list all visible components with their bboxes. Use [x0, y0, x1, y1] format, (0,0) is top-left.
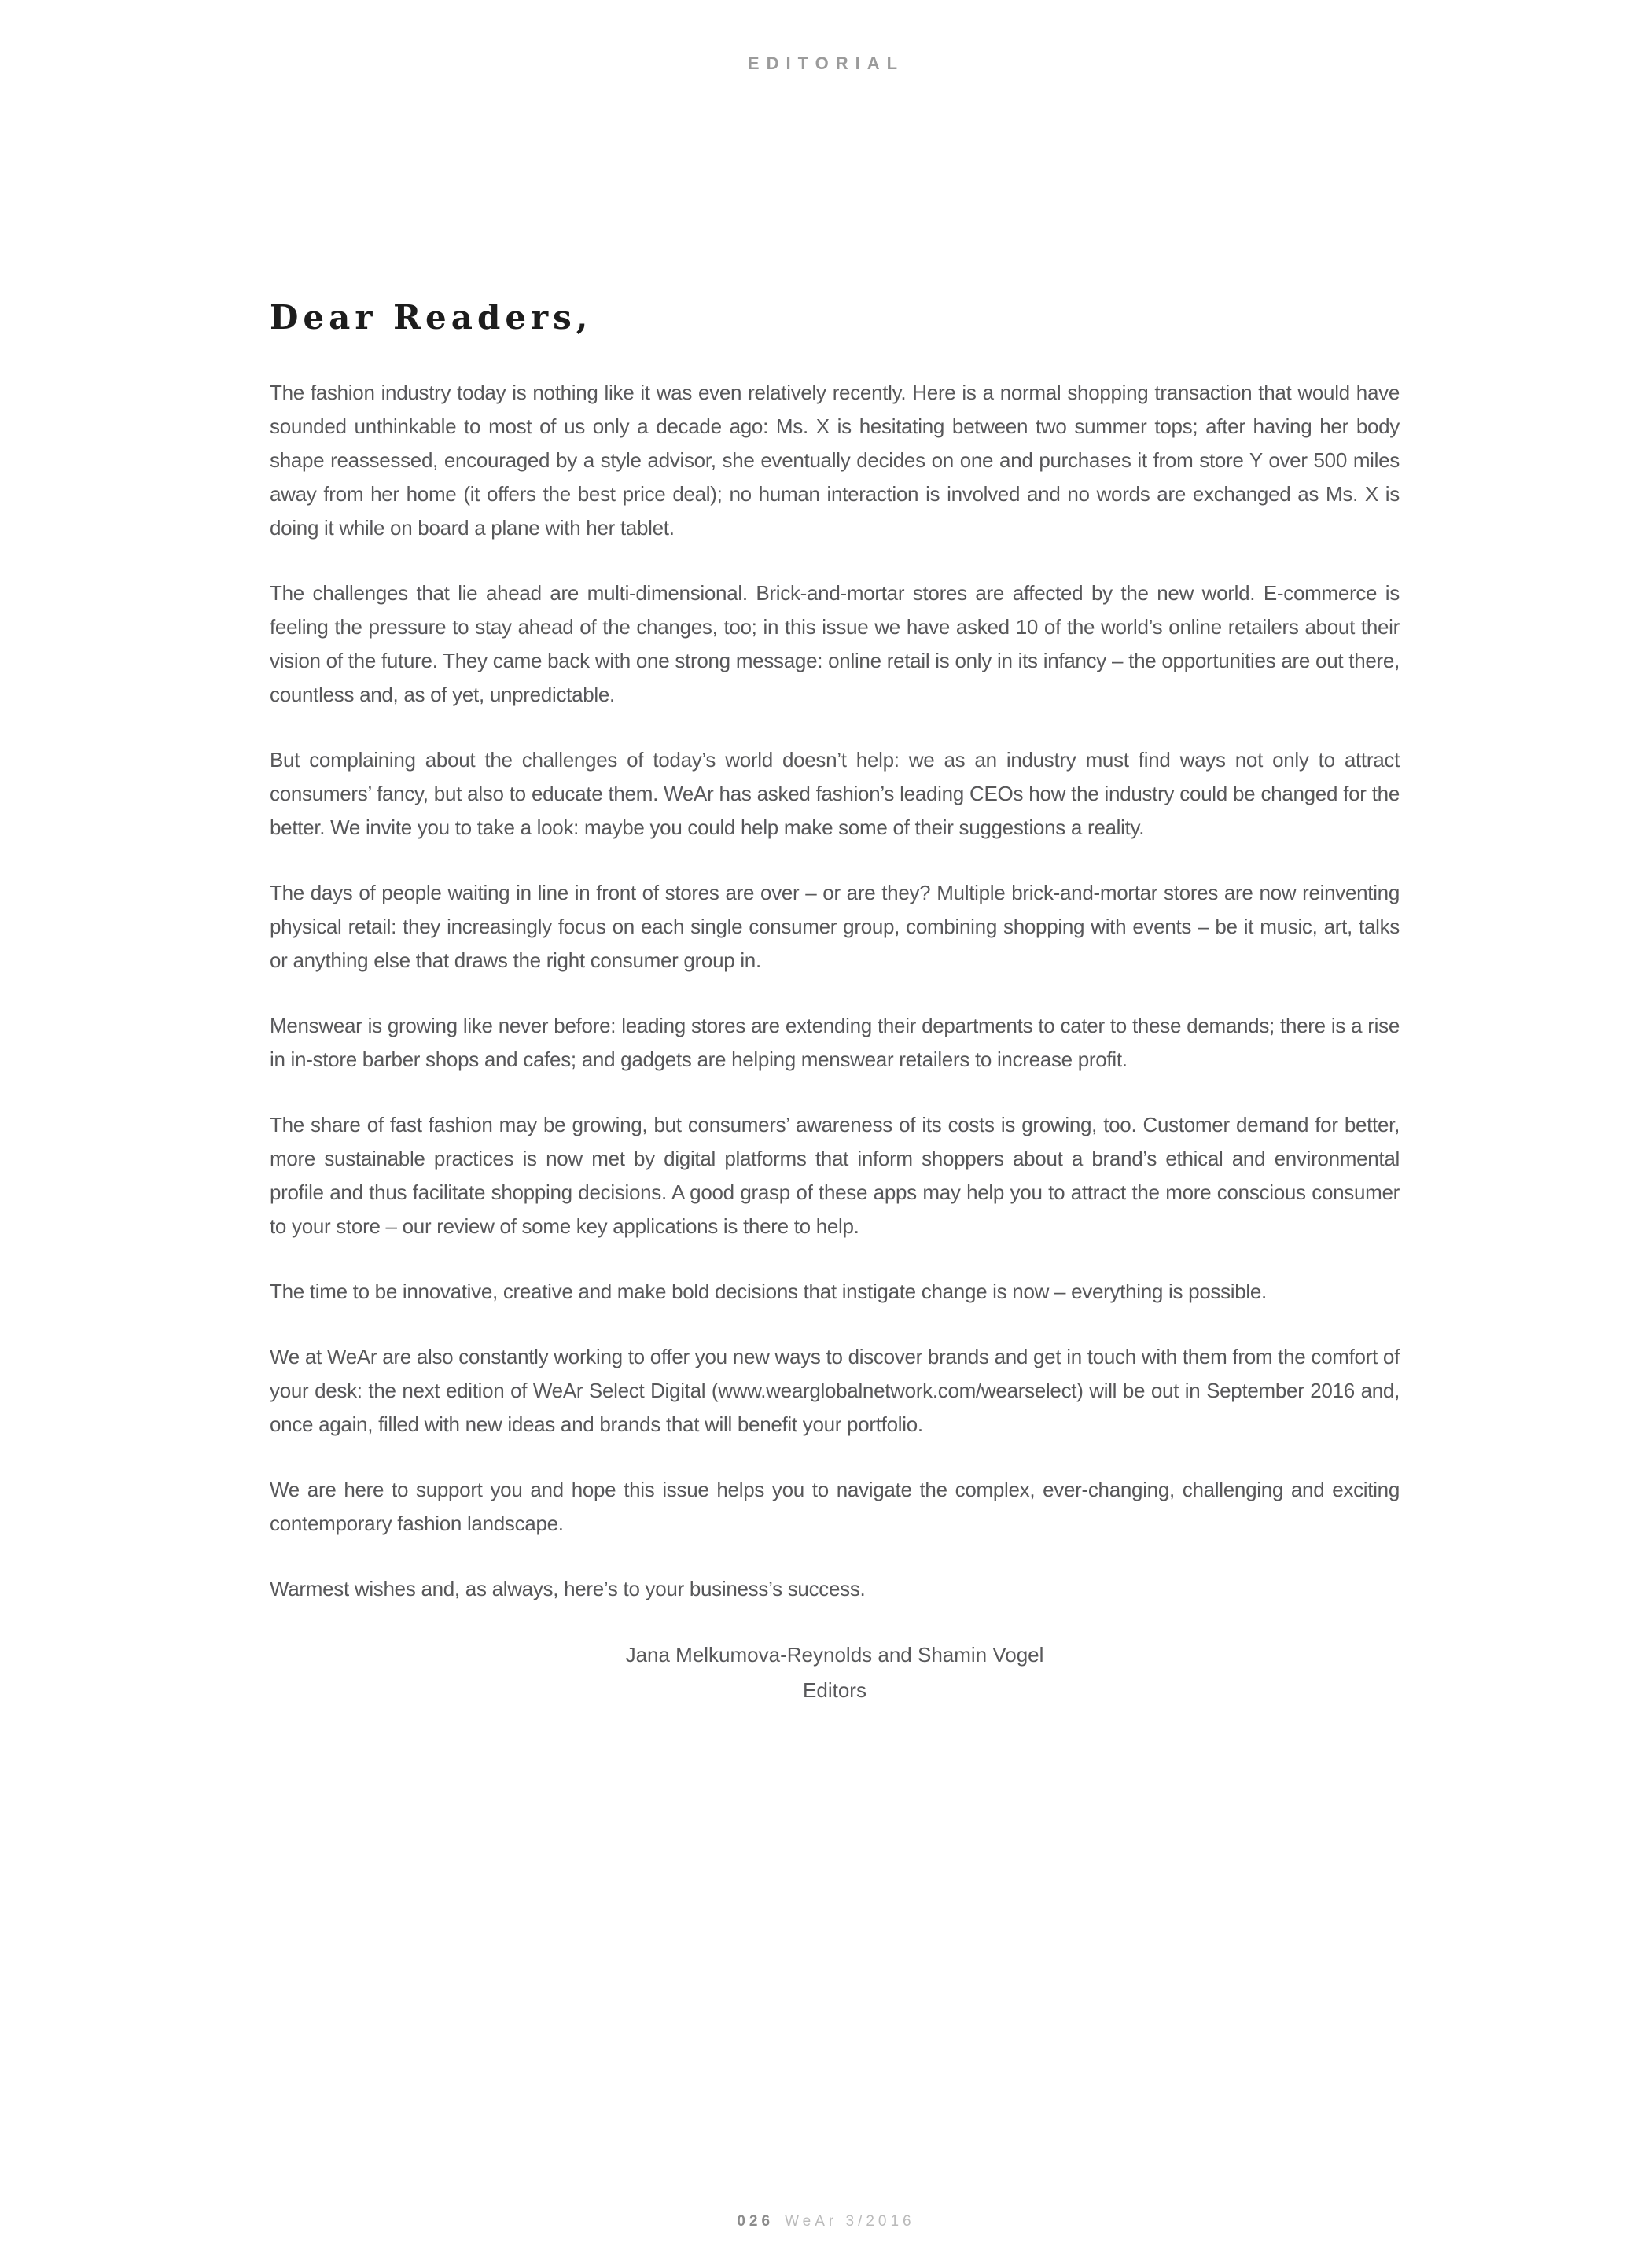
signature-block — [270, 1637, 1400, 1708]
letter-paragraph-4: The days of people waiting in line in front of stores are over – or are they? Multiple brick-and-mortar stores are now reinventing physical retail: they increasingly focus on each single consumer group, combining shopping with events – be it music, art, talks or anything else that draws the right consumer group in. — [270, 881, 1400, 972]
signature-names: Jana Melkumova-Reynolds and Shamin Vogel — [625, 1643, 1044, 1667]
letter-paragraph-8: We at WeAr are also constantly working to offer you new ways to discover brands and get in touch with them from the comfort of your desk: the next edition of WeAr Select Digital (www.wearglobalnetwork.com/wearselect) will be out in September 2016 and, once again, filled with new ideas and brands that will benefit your portfolio. — [270, 1345, 1400, 1436]
letter-paragraph-6: The share of fast fashion may be growing, but consumers’ awareness of its costs is growing, too. Customer demand for better, more sustainable practices is now met by digital platforms that inform shoppers about a brand’s ethical and environmental profile and thus facilitate shopping decisions. A good grasp of these apps may help you to attract the more conscious consumer to your store – our review of some key applications is there to help. — [270, 1113, 1400, 1238]
letter-paragraph-2: The challenges that lie ahead are multi-dimensional. Brick-and-mortar stores are affected by the new world. E-commerce is feeling the pressure to stay ahead of the changes, too; in this issue we have asked 10 of the world’s online retailers about their vision of the future. They came back with one strong message: online retail is only in its infancy – the opportunities are out there, countless and, as of yet, unpredictable. — [270, 581, 1400, 706]
letter-paragraph-5: Menswear is growing like never before: leading stores are extending their departments to cater to these demands; there is a rise in in-store barber shops and cafes; and gadgets are helping menswear retailers to increase profit. — [270, 1014, 1400, 1071]
letter-paragraph-9: We are here to support you and hope this issue helps you to navigate the complex, ever-changing, challenging and exciting contemporary fashion landscape. — [270, 1478, 1400, 1535]
letter-closing-line: Warmest wishes and, as always, here’s to your business’s success. — [270, 1577, 866, 1600]
issue-label: WeAr 3/2016 — [785, 2213, 915, 2230]
section-kicker: EDITORIAL — [747, 53, 905, 73]
letter-paragraph-3: But complaining about the challenges of today’s world doesn’t help: we as an industry must find ways not only to attract consumers’ fancy, but also to educate them. WeAr has asked fashion’s leading CEOs how the industry could be changed for the better. We invite you to take a look: maybe you could help make some of their suggestions a reality. — [270, 748, 1400, 839]
letter-content — [270, 298, 1400, 1708]
page-title: Dear Readers, — [270, 298, 593, 337]
page-number: 026 — [737, 2213, 774, 2230]
letter-paragraph-7: The time to be innovative, creative and make bold decisions that instigate change is now – everything is possible. — [270, 1280, 1267, 1303]
signature-role: Editors — [803, 1678, 866, 1702]
letter-paragraph-1: The fashion industry today is nothing like it was even relatively recently. Here is a normal shopping transaction that would have sounded unthinkable to most of us only a decade ago: Ms. X is hesitating between two summer tops; after having her body shape reassessed, encouraged by a style advisor, she eventually decides on one and purchases it from store Y over 500 miles away from her home (it offers the best price deal); no human interaction is involved and no words are exchanged as Ms. X is doing it while on board a plane with her tablet. — [270, 381, 1400, 540]
page-footer — [0, 2213, 1652, 2230]
